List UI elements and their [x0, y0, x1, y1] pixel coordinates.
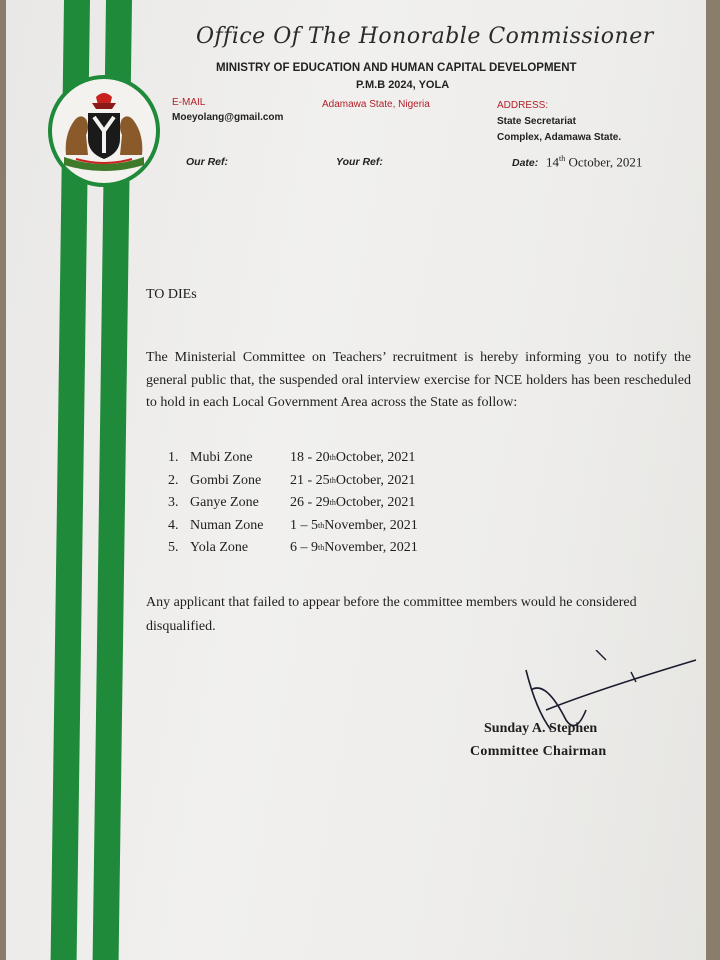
- address-label: ADDRESS:: [497, 100, 549, 111]
- list-item: 2. Gombi Zone 21 - 25 th October, 2021: [168, 472, 416, 488]
- closing-paragraph: Any applicant that failed to appear before the committee members would he considered disqualified.: [146, 595, 637, 634]
- recipient-line: TO DIEs: [146, 287, 197, 302]
- letter-page: [6, 0, 706, 960]
- our-ref-label: Our Ref:: [186, 156, 228, 168]
- date-label: Date:: [512, 157, 539, 169]
- letter-body-paragraph: The Ministerial Committee on Teachers’ recruitment is hereby informing you to notify the general public that, the suspended oral interview exercise for NCE holders has been rescheduled to hold in each Local Government Area across the State as follow:: [146, 350, 691, 410]
- address-line-2: Complex, Adamawa State.: [497, 132, 622, 143]
- list-item: 4. Numan Zone 1 – 5 th November, 2021: [168, 517, 418, 533]
- email-label: E-MAIL: [172, 97, 206, 108]
- signatory-name: Sunday A. Stephen: [484, 721, 598, 736]
- ministry-name: MINISTRY OF EDUCATION AND HUMAN CAPITAL DEVELOPMENT: [216, 62, 577, 74]
- postal-box: P.M.B 2024, YOLA: [356, 79, 450, 91]
- office-title: Office Of The Honorable Commissioner: [196, 24, 654, 49]
- your-ref-label: Your Ref:: [336, 156, 383, 168]
- zone-schedule-list: [168, 447, 418, 560]
- coat-of-arms-emblem: [48, 75, 160, 187]
- letter-date: 14th October, 2021: [546, 154, 643, 170]
- coat-of-arms-icon: [56, 83, 152, 179]
- address-line-1: State Secretariat: [497, 116, 576, 127]
- list-item: 3. Ganye Zone 26 - 29 th October, 2021: [168, 495, 416, 510]
- state-location: Adamawa State, Nigeria: [322, 99, 430, 110]
- email-address: Moeyolang@gmail.com: [172, 112, 284, 123]
- signatory-title: Committee Chairman: [470, 744, 607, 759]
- list-item: 5. Yola Zone 6 – 9 th November, 2021: [168, 540, 418, 555]
- list-item: 1. Mubi Zone 18 - 20 th October, 2021: [168, 450, 416, 465]
